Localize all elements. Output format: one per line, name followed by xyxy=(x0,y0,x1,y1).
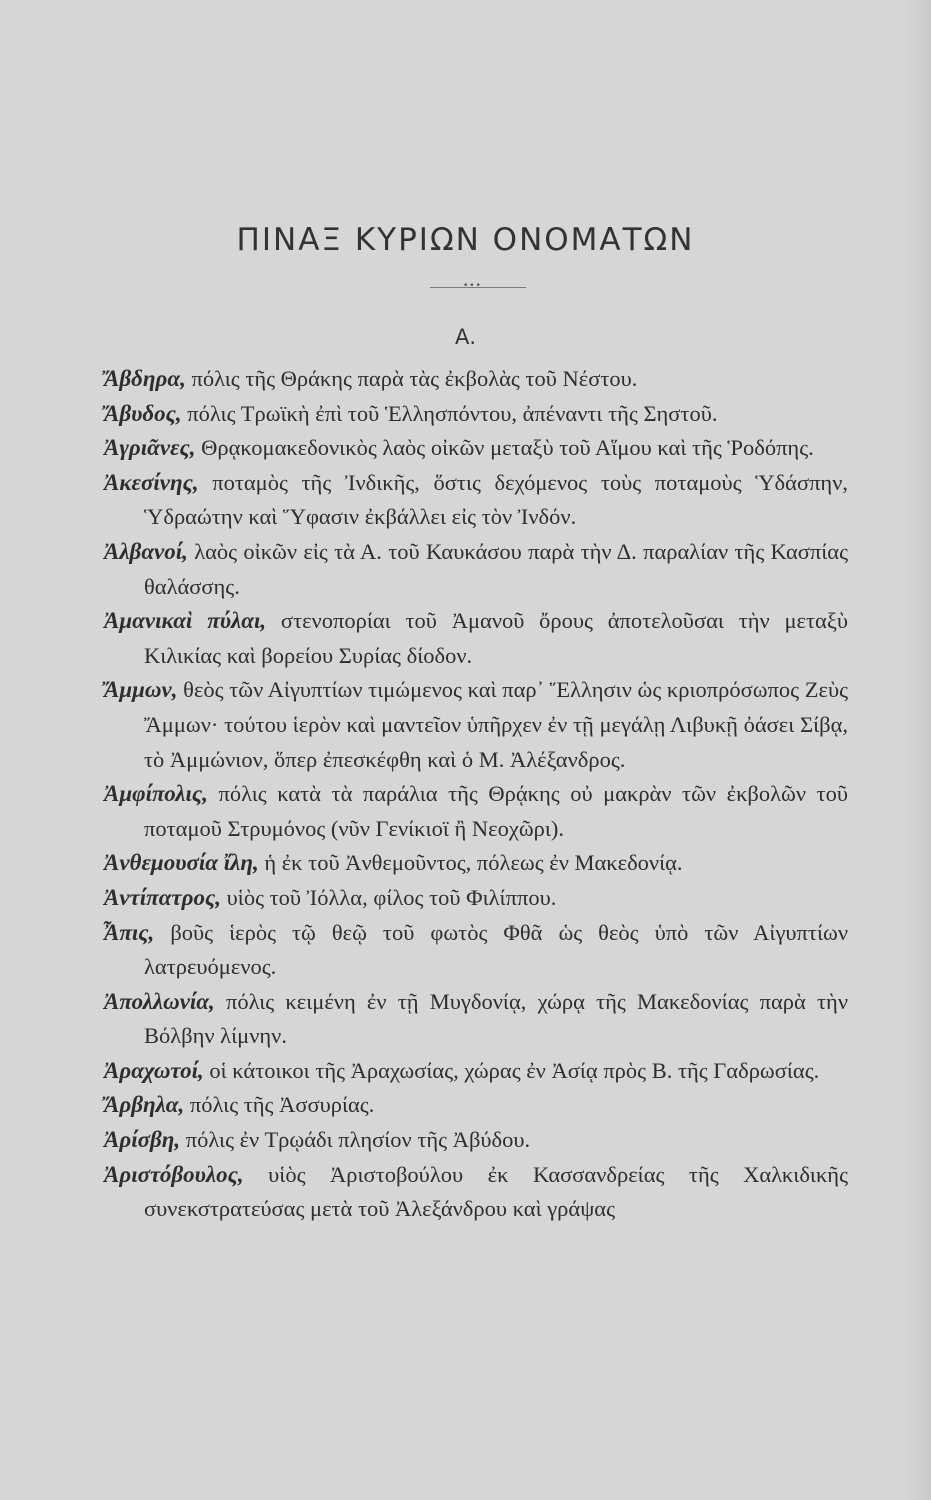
entry-headword: Ἀραχωτοί, xyxy=(104,1057,204,1083)
entry-headword: Ἀνθεμουσία ἴλη, xyxy=(104,850,259,876)
index-entry xyxy=(104,846,848,881)
index-entry xyxy=(104,535,848,604)
index-entry xyxy=(104,881,848,916)
entry-headword: Ἄρβηλα, xyxy=(104,1092,185,1118)
entry-headword: Ἄβυδος, xyxy=(104,400,182,426)
index-entry xyxy=(104,362,848,397)
entry-headword: Ἀμανικαὶ πύλαι, xyxy=(104,608,267,634)
entry-definition: υἱὸς τοῦ Ἰόλλα, φίλος τοῦ Φιλίππου. xyxy=(221,884,557,910)
page-title: ΠΙΝΑΞ ΚΥΡΙΩΝ ΟΝΟΜΑΤΩΝ xyxy=(236,222,695,258)
index-entry xyxy=(104,397,848,432)
entry-definition: Θρᾳκομακεδονικὸς λαὸς οἰκῶν μεταξὺ τοῦ Αἵμου καὶ τῆς Ῥοδόπης. xyxy=(195,435,814,461)
entry-headword: Ἀκεσίνης, xyxy=(104,469,199,495)
index-entry xyxy=(104,777,848,846)
entry-definition: πόλις κατὰ τὰ παράλια τῆς Θρᾴκης οὐ μακρὰν τῶν ἐκβολῶν τοῦ ποταμοῦ Στρυμόνος (νῦν Γενίκιοϊ ἢ Νεοχῶρι). xyxy=(144,781,848,841)
entry-definition: στενοπορίαι τοῦ Ἀμανοῦ ὄρους ἀποτελοῦσαι τὴν μεταξὺ Κιλικίας καὶ βορείου Συρίας δίοδον. xyxy=(144,608,848,668)
entry-definition: πόλις Τρωϊκὴ ἐπὶ τοῦ Ἑλλησπόντου, ἀπέναντι τῆς Σηστοῦ. xyxy=(181,400,718,426)
entry-definition: πόλις τῆς Ἀσσυρίας. xyxy=(184,1092,375,1118)
index-entry xyxy=(104,604,848,673)
entry-definition: λαὸς οἰκῶν εἰς τὰ Α. τοῦ Καυκάσου παρὰ τὴν Δ. παραλίαν τῆς Κασπίας θαλάσσης. xyxy=(144,538,848,599)
index-entry xyxy=(104,431,848,466)
index-entry xyxy=(104,985,848,1054)
entry-definition: ποταμὸς τῆς Ἰνδικῆς, ὅστις δεχόμενος τοὺς ποταμοὺς Ὑδάσπην, Ὑδραώτην καὶ Ὕφασιν ἐκβάλλει εἰς τὸν Ἰνδόν. xyxy=(144,469,848,530)
entry-headword: Ἄμμων, xyxy=(104,677,178,703)
section-letter: Α. xyxy=(454,325,477,349)
entry-headword: Ἀλβανοί, xyxy=(104,538,188,564)
entry-headword: Ἀντίπατρος, xyxy=(104,884,221,910)
entry-headword: Ἀγριᾶνες, xyxy=(104,435,196,461)
entry-definition: βοῦς ἱερὸς τῷ θεῷ τοῦ φωτὸς Φθᾶ ὡς θεὸς ὑπὸ τῶν Αἰγυπτίων λατρευόμενος. xyxy=(144,919,848,980)
index-entry xyxy=(104,916,848,985)
entry-definition: οἱ κάτοικοι τῆς Ἀραχωσίας, χώρας ἐν Ἀσίᾳ πρὸς Β. τῆς Γαδρωσίας. xyxy=(203,1057,820,1083)
index-entry xyxy=(104,1054,848,1089)
entry-headword: Ἀριστόβουλος, xyxy=(104,1161,244,1187)
index-entry xyxy=(104,673,848,777)
entry-definition: ἡ ἐκ τοῦ Ἀνθεμοῦντος, πόλεως ἐν Μακεδονίᾳ. xyxy=(258,850,683,876)
index-entries xyxy=(104,362,848,1227)
entry-headword: Ἀρίσβη, xyxy=(104,1127,181,1153)
entry-definition: υἱὸς Ἀριστοβούλου ἐκ Κασσανδρείας τῆς Χαλκιδικῆς συνεκστρατεύσας μετὰ τοῦ Ἀλεξάνδρου καὶ γράψας xyxy=(144,1161,848,1222)
entry-definition: θεὸς τῶν Αἰγυπτίων τιμώμενος καὶ παρ᾽ Ἕλλησιν ὡς κριοπρόσωπος Ζεὺς Ἄμμων· τούτου ἱερὸν καὶ μαντεῖον ὑπῆρχεν ἐν τῇ μεγάλῃ Λιβυκῇ ὀάσει Σίβᾳ, τὸ Ἀμμώνιον, ὅπερ ἐπεσκέφθη καὶ ὁ Μ. Ἀλέξανδρος. xyxy=(144,677,848,772)
entry-headword: Ἀμφίπολις, xyxy=(104,781,208,807)
entry-headword: Ἄβδηρα, xyxy=(104,366,186,391)
entry-headword: Ἆπις, xyxy=(104,919,155,945)
entry-definition: πόλις ἐν Τρῳάδι πλησίον τῆς Ἀβύδου. xyxy=(180,1127,531,1153)
index-entry xyxy=(104,1088,848,1123)
divider-ornament: ••• xyxy=(463,281,482,291)
entry-definition: πόλις κειμένη ἐν τῇ Μυγδονίᾳ, χώρᾳ τῆς Μακεδονίας παρὰ τὴν Βόλβην λίμνην. xyxy=(144,988,848,1049)
index-entry xyxy=(104,1123,848,1158)
index-entry xyxy=(104,1158,848,1227)
index-entry xyxy=(104,466,848,535)
entry-definition: πόλις τῆς Θράκης παρὰ τὰς ἐκβολὰς τοῦ Νέστου. xyxy=(185,366,638,391)
entry-headword: Ἀπολλωνία, xyxy=(104,988,215,1014)
